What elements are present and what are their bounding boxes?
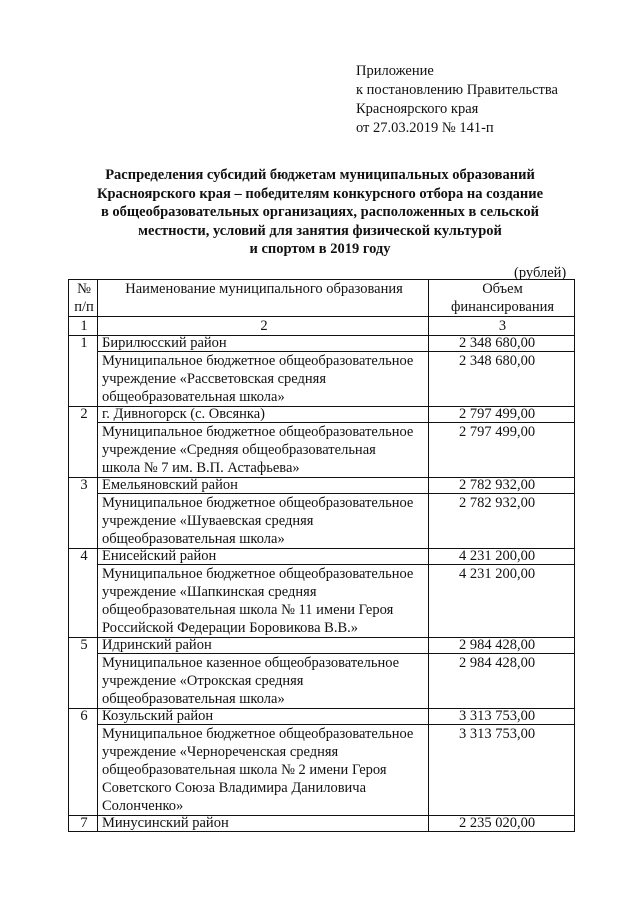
row-number-cell: 5 <box>69 638 98 709</box>
school-name-line: общеобразовательная школа № 11 имени Героя <box>102 602 394 618</box>
school-amount-cell: 2 797 499,00 <box>429 423 575 478</box>
school-name-line: Муниципальное бюджетное общеобразовательное <box>102 566 414 582</box>
school-name-cell <box>98 494 429 549</box>
school-amount-cell: 4 231 200,00 <box>429 565 575 638</box>
school-name-line: общеобразовательная школа» <box>102 691 285 707</box>
row-number-cell: 3 <box>69 478 98 549</box>
school-name-line: учреждение «Шуваевская средняя <box>102 513 314 529</box>
appendix-line: Приложение <box>356 63 434 79</box>
row-number-cell: 4 <box>69 549 98 638</box>
school-amount-cell: 2 782 932,00 <box>429 494 575 549</box>
appendix-block <box>356 62 558 138</box>
table-row <box>69 709 575 725</box>
header-amount-cell <box>429 280 575 317</box>
school-name-line: Советского Союза Владимира Даниловича <box>102 780 367 796</box>
school-name-line: Муниципальное бюджетное общеобразовательное <box>102 424 414 440</box>
school-amount-cell: 2 348 680,00 <box>429 352 575 407</box>
region-name-cell: Бирилюсский район <box>98 336 429 352</box>
school-name-line: учреждение «Средняя общеобразовательная <box>102 442 376 458</box>
region-name-cell: Козульский район <box>98 709 429 725</box>
school-name-line: учреждение «Отрокская средняя <box>102 673 304 689</box>
index-cell: 3 <box>429 317 575 336</box>
table-row <box>69 494 575 549</box>
appendix-line: от 27.03.2019 № 141-п <box>356 120 494 136</box>
header-number-line: № <box>77 281 91 297</box>
appendix-line: Красноярского края <box>356 101 479 117</box>
appendix-line: к постановлению Правительства <box>356 82 558 98</box>
table-row <box>69 654 575 709</box>
index-cell: 2 <box>98 317 429 336</box>
school-name-line: общеобразовательная школа» <box>102 389 285 405</box>
title-line: Распределения субсидий бюджетам муниципальных образований <box>105 167 535 183</box>
table-row <box>69 352 575 407</box>
region-name-cell: Енисейский район <box>98 549 429 565</box>
row-number-cell: 2 <box>69 407 98 478</box>
region-amount-cell: 2 782 932,00 <box>429 478 575 494</box>
region-amount-cell: 4 231 200,00 <box>429 549 575 565</box>
school-name-line: учреждение «Шапкинская средняя <box>102 584 317 600</box>
row-number-cell: 1 <box>69 336 98 407</box>
table-row <box>69 549 575 565</box>
school-name-line: Солонченко» <box>102 798 184 814</box>
school-name-line: общеобразовательная школа № 2 имени Героя <box>102 762 387 778</box>
row-number-cell: 6 <box>69 709 98 816</box>
table-row <box>69 478 575 494</box>
table-row <box>69 407 575 423</box>
school-amount-cell: 2 984 428,00 <box>429 654 575 709</box>
school-name-cell <box>98 423 429 478</box>
row-number-cell: 7 <box>69 816 98 832</box>
school-name-line: школа № 7 им. В.П. Астафьева» <box>102 460 300 476</box>
region-name-cell: Минусинский район <box>98 816 429 832</box>
table-row <box>69 336 575 352</box>
region-amount-cell: 2 984 428,00 <box>429 638 575 654</box>
region-amount-cell: 3 313 753,00 <box>429 709 575 725</box>
region-name-cell: г. Дивногорск (с. Овсянка) <box>98 407 429 423</box>
header-number-cell <box>69 280 98 317</box>
region-name-cell: Идринский район <box>98 638 429 654</box>
header-number-line: п/п <box>74 299 94 315</box>
table-row <box>69 816 575 832</box>
school-name-line: Муниципальное казенное общеобразовательное <box>102 655 400 671</box>
school-name-cell <box>98 565 429 638</box>
table-header-row <box>69 280 575 317</box>
region-amount-cell: 2 797 499,00 <box>429 407 575 423</box>
header-name-cell: Наименование муниципального образования <box>98 280 429 317</box>
unit-label: (рублей) <box>514 265 567 281</box>
school-name-cell <box>98 725 429 816</box>
school-name-line: Муниципальное бюджетное общеобразовательное <box>102 726 414 742</box>
table-row <box>69 565 575 638</box>
school-name-line: учреждение «Чернореченская средняя <box>102 744 339 760</box>
header-amount-line: Объем <box>482 281 523 297</box>
region-name-cell: Емельяновский район <box>98 478 429 494</box>
title-line: местности, условий для занятия физической культурой <box>138 222 502 239</box>
header-amount-line: финансирования <box>450 299 555 315</box>
school-name-line: учреждение «Рассветовская средняя <box>102 371 327 387</box>
title-line: Красноярского края – победителям конкурсного отбора на создание <box>96 185 544 202</box>
school-amount-cell: 3 313 753,00 <box>429 725 575 816</box>
title-line: и спортом в 2019 году <box>249 241 391 258</box>
region-amount-cell: 2 348 680,00 <box>429 336 575 352</box>
title-line: в общеобразовательных организациях, расположенных в сельской <box>100 204 540 221</box>
school-name-line: Российской Федерации Боровикова В.В.» <box>102 620 358 636</box>
table-row <box>69 638 575 654</box>
table-body <box>69 336 575 832</box>
document-title <box>80 166 560 259</box>
school-name-line: Муниципальное бюджетное общеобразовательное <box>102 495 414 511</box>
region-amount-cell: 2 235 020,00 <box>429 816 575 832</box>
table-index-row <box>69 317 575 336</box>
school-name-cell <box>98 654 429 709</box>
school-name-line: Муниципальное бюджетное общеобразовательное <box>102 353 414 369</box>
table-row <box>69 725 575 816</box>
table-row <box>69 423 575 478</box>
school-name-line: общеобразовательная школа» <box>102 531 285 547</box>
school-name-cell <box>98 352 429 407</box>
index-cell: 1 <box>69 317 98 336</box>
subsidy-table <box>68 279 575 832</box>
